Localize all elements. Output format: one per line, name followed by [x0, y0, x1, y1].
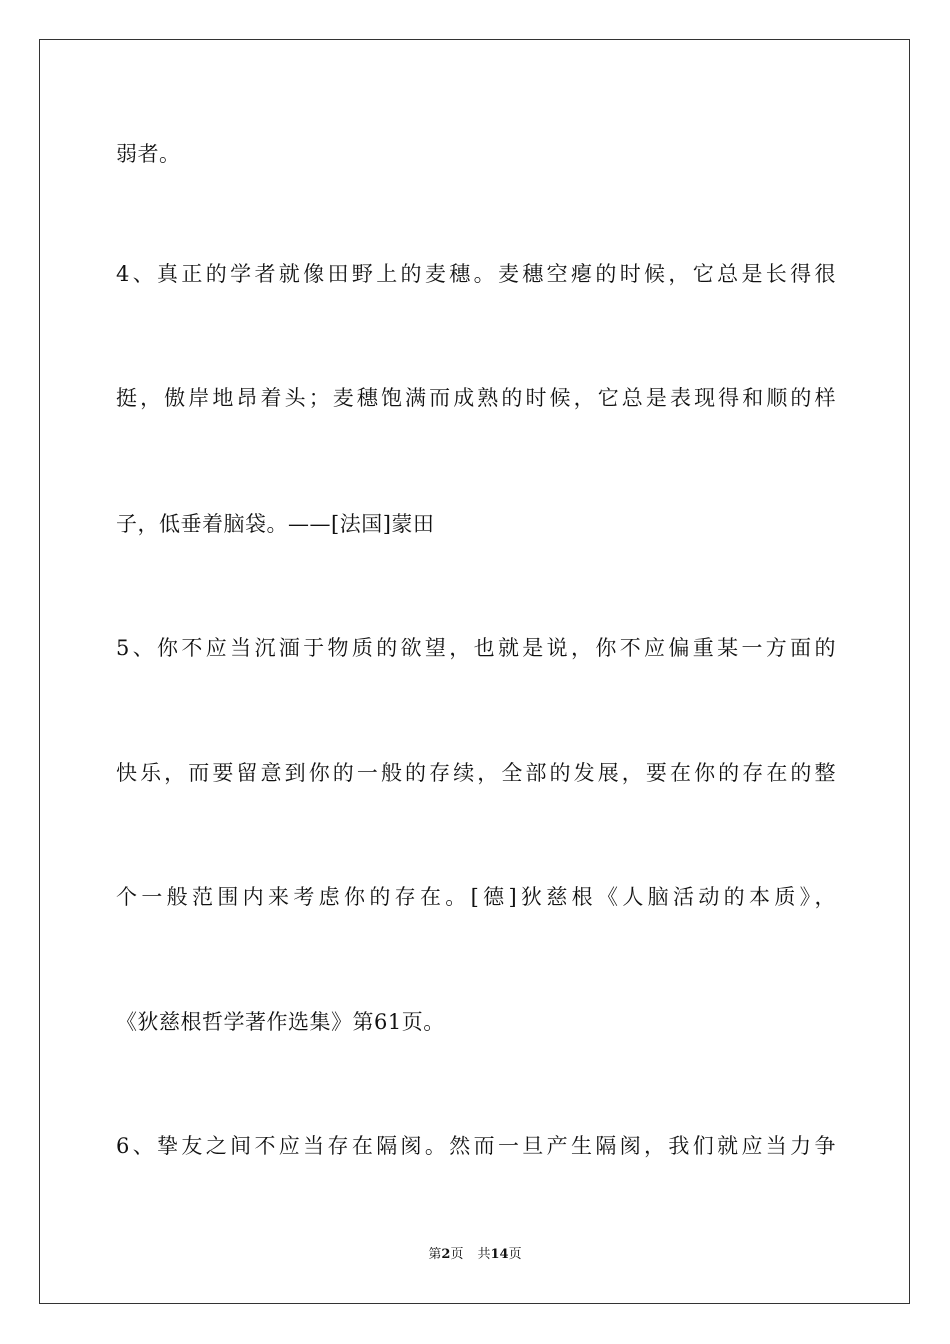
text-line-6: 快乐，而要留意到你的一般的存续，全部的发展，要在你的存在的整: [116, 761, 836, 785]
text-line-8: 《狄慈根哲学著作选集》第61页。: [116, 1010, 445, 1034]
text-line-4: 子，低垂着脑袋。——[法国]蒙田: [116, 512, 435, 536]
text-line-9: 6、挚友之间不应当存在隔阂。然而一旦产生隔阂，我们就应当力争: [116, 1134, 836, 1158]
text-line-5: 5、你不应当沉湎于物质的欲望，也就是说，你不应偏重某一方面的: [116, 636, 836, 660]
text-line-7: 个一般范围内来考虑你的存在。[德]狄慈根《人脑活动的本质》，: [116, 885, 836, 909]
page-suffix: 页: [450, 1247, 464, 1262]
text-line-3: 挺，傲岸地昂着头；麦穗饱满而成熟的时候，它总是表现得和顺的样: [116, 386, 836, 410]
total-prefix: 共: [477, 1247, 491, 1262]
total-pages: 14: [490, 1247, 509, 1262]
total-suffix: 页: [508, 1247, 522, 1262]
text-line-2: 4、真正的学者就像田野上的麦穗。麦穗空瘪的时候，它总是长得很: [116, 262, 836, 286]
page-border: [39, 39, 910, 1304]
page-number: 2: [441, 1247, 451, 1262]
page-prefix: 第: [428, 1247, 442, 1262]
page-footer: [0, 1246, 950, 1264]
text-line-1: 弱者。: [116, 142, 181, 166]
